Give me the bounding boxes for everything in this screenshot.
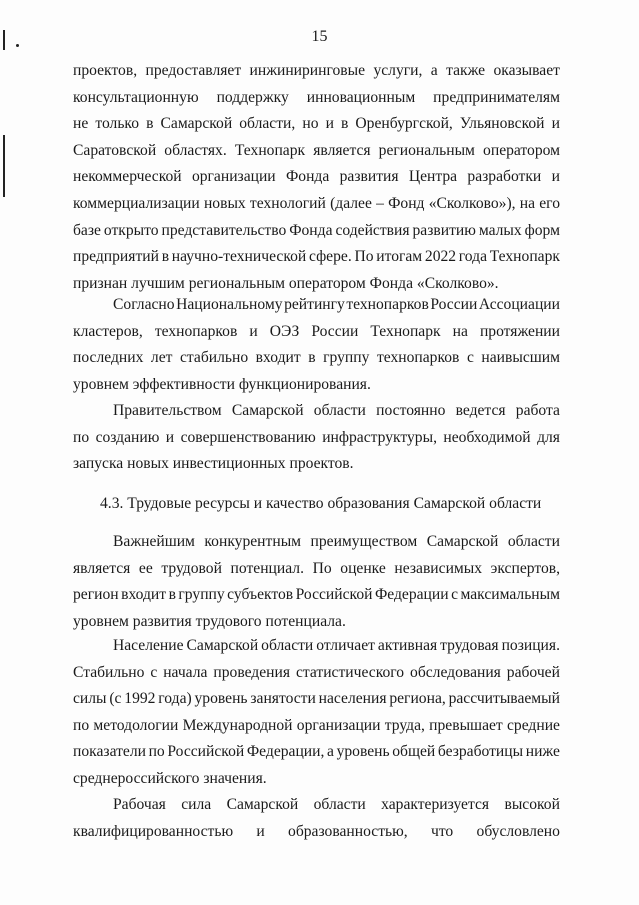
word: региональным [378, 141, 475, 159]
text-line [73, 111, 560, 138]
word: базе [73, 221, 101, 239]
word: Фонд [388, 194, 425, 212]
word: оказывает [493, 62, 560, 79]
word: по [148, 743, 165, 761]
word: регион [73, 586, 119, 604]
word: в [168, 586, 176, 604]
word: занятости [250, 690, 316, 708]
text-line-last: уровнем развития трудового потенциала. [73, 612, 346, 630]
word: содействия [335, 221, 410, 239]
word: (далее [330, 194, 372, 212]
word: в [146, 115, 154, 133]
word: Технопарк [234, 141, 306, 159]
word: «Сколково»), [428, 194, 516, 212]
word: области [313, 402, 366, 419]
text-line [73, 739, 560, 766]
word: Ассоциации [478, 296, 560, 313]
word: технопарков [376, 349, 460, 367]
word: а [327, 743, 334, 761]
word: 2022 [424, 248, 457, 266]
word: обусловлено [476, 822, 560, 840]
word: последних [73, 349, 144, 367]
word: Национальному [176, 296, 283, 313]
word: Федерации [374, 586, 449, 604]
word: рейтингу [284, 296, 345, 313]
word: Самарской [160, 115, 233, 133]
word: По [354, 248, 374, 266]
text-line-last: признан лучшим региональным оператором Фонда «Сколково». [73, 274, 499, 292]
word: области [507, 533, 560, 550]
word: России [430, 296, 478, 313]
text-line [73, 58, 560, 85]
word: инновационным [306, 88, 416, 106]
word: Самарской [186, 637, 259, 654]
text-line [73, 292, 560, 319]
word: организации [191, 168, 276, 186]
word: ведется [455, 402, 506, 419]
word: максимальным [460, 586, 560, 604]
text-line [73, 819, 560, 846]
text-line [73, 660, 560, 687]
word: экспертов, [490, 559, 560, 577]
word: уровень [336, 743, 390, 761]
word: не [73, 115, 89, 133]
word: представительство [161, 221, 287, 239]
word: наивысшим [481, 349, 560, 367]
word: технопарков [346, 296, 429, 313]
word: ниже [525, 743, 560, 761]
word: технологий [249, 194, 326, 212]
word: Российской [295, 586, 373, 604]
word: коммерциализации [73, 194, 200, 212]
word: Ульяновской [459, 115, 545, 133]
word: и [325, 115, 334, 133]
word: активная [377, 637, 438, 654]
word: безработицы [437, 743, 524, 761]
word: образованностью, [288, 822, 408, 840]
word: преимуществом [310, 533, 418, 550]
word: региона, [389, 690, 446, 708]
word: для [537, 428, 560, 446]
word: трудовой [161, 559, 222, 577]
word: инфраструктуры, [322, 428, 437, 446]
word: совершенствованию [180, 428, 316, 446]
text-line [73, 85, 560, 112]
word: по [73, 428, 90, 446]
word: Технопарк [370, 322, 441, 340]
word: на [519, 194, 536, 212]
word: группу [178, 586, 225, 604]
word: Технопарк [489, 248, 560, 266]
word: Самарской [226, 796, 299, 813]
word: проведения [213, 663, 291, 681]
word: Население [113, 637, 184, 654]
word: некоммерческой [73, 168, 182, 186]
word: проектов, [73, 62, 138, 79]
word: и [551, 168, 560, 186]
word: Фонда [289, 221, 333, 239]
word: сила [181, 796, 212, 813]
word: по [73, 716, 90, 734]
word: предпринимателям [433, 88, 560, 106]
word: входит [121, 586, 167, 604]
word: малых [478, 221, 522, 239]
text-line-last: запуска новых инвестиционных проектов. [73, 455, 354, 473]
word: постоянно [376, 402, 446, 419]
word: методологии [93, 716, 179, 734]
text-line [73, 633, 560, 660]
word: статистического [295, 663, 405, 681]
word: отличает [316, 637, 375, 654]
word: Самарской [231, 402, 304, 419]
word: общей [392, 743, 436, 761]
word: консультационную [73, 88, 199, 106]
word: также [446, 62, 486, 79]
word: но [302, 115, 319, 133]
text-line [73, 713, 560, 740]
word: труда, [384, 716, 425, 734]
word: что [430, 822, 454, 840]
word: квалифицированностью [73, 822, 234, 840]
word: Фонда [285, 168, 330, 186]
word: новых [203, 194, 246, 212]
word: услуги, [373, 62, 423, 79]
word: Правительством [113, 402, 222, 419]
text-line [73, 398, 560, 425]
word: с [451, 586, 458, 604]
word: открыто [103, 221, 159, 239]
word: и [165, 428, 175, 446]
word: По [312, 559, 332, 577]
word: Рабочая [113, 796, 166, 813]
word: конкурентным [204, 533, 302, 550]
word: стабильно [179, 349, 249, 367]
word: его [539, 194, 560, 212]
word: высокой [504, 796, 560, 813]
word: Саратовской [73, 141, 157, 159]
word: области [313, 796, 366, 813]
text-line [73, 529, 560, 556]
word: в [308, 349, 316, 367]
word: и [551, 115, 560, 133]
text-line [73, 319, 560, 346]
word: работа [515, 402, 560, 419]
word: превышает [429, 716, 503, 734]
word: средние [506, 716, 560, 734]
word: (с [109, 690, 122, 708]
word: организации [296, 716, 381, 734]
word: независимых [394, 559, 483, 577]
word: поддержку [216, 88, 289, 106]
word: рассчитываемый [448, 690, 560, 708]
word: в [340, 115, 349, 133]
word: ее [138, 559, 153, 577]
word: развития [339, 168, 399, 186]
word: развитию [412, 221, 476, 239]
word: Российской [167, 743, 245, 761]
word: областях. [164, 141, 227, 159]
section-heading: 4.3. Трудовые ресурсы и качество образования Самарской области [100, 495, 542, 512]
page-number: 15 [311, 28, 328, 45]
word: года [458, 248, 488, 266]
word: предприятий [73, 248, 159, 266]
word: Согласно [113, 296, 175, 313]
word: силы [73, 690, 107, 708]
word: лет [150, 349, 173, 367]
word: необходимой [443, 428, 531, 446]
text-line [73, 164, 560, 191]
word: года) [158, 690, 192, 708]
word: Самарской [426, 533, 499, 550]
word: инжиниринговые [249, 62, 366, 79]
word: Стабильно [73, 663, 145, 681]
word: кластеров, [73, 322, 143, 340]
word: Федерации, [246, 743, 325, 761]
word: оператором [483, 141, 560, 159]
word: Оренбургской, [355, 115, 453, 133]
word: уровень [194, 690, 248, 708]
word: оценке [340, 559, 386, 577]
word: трудовая [440, 637, 499, 654]
word: является [313, 141, 371, 159]
word: ОЭЗ [269, 322, 300, 340]
word: итогам [376, 248, 423, 266]
word: области [261, 637, 314, 654]
text-line [73, 686, 560, 713]
word: с [466, 349, 474, 367]
word: в [161, 248, 170, 266]
scan-mark [3, 135, 5, 197]
word: области, [239, 115, 296, 133]
word: обследования [410, 663, 501, 681]
word: позиция. [501, 637, 560, 654]
word: характеризуется [381, 796, 490, 813]
paragraph-4 [73, 529, 560, 635]
word: входит [255, 349, 301, 367]
paragraph-1 [73, 58, 560, 297]
word: потенциал. [230, 559, 304, 577]
word: разработки [467, 168, 542, 186]
word: сфере. [308, 248, 352, 266]
word: России [311, 322, 359, 340]
paragraph-3 [73, 398, 560, 478]
paragraph-2 [73, 292, 560, 398]
word: научно-технической [171, 248, 307, 266]
word: Центра [408, 168, 458, 186]
word: и [249, 322, 258, 340]
word: на [452, 322, 468, 340]
text-line [73, 792, 560, 819]
text-line [73, 191, 560, 218]
text-line [73, 218, 560, 245]
word: форм [524, 221, 560, 239]
word: технопарков [154, 322, 238, 340]
word: предоставляет [145, 62, 242, 79]
text-line [73, 244, 560, 271]
word: только [95, 115, 140, 133]
word: населения [318, 690, 387, 708]
word: является [73, 559, 131, 577]
word: – [376, 194, 384, 212]
word: Международной [182, 716, 293, 734]
paragraph-6 [73, 792, 560, 845]
text-line-last: среднероссийского значения. [73, 769, 267, 787]
word: начала [163, 663, 208, 681]
word: а [430, 62, 438, 79]
text-line [73, 425, 560, 452]
word: 1992 [124, 690, 156, 708]
word: с [150, 663, 158, 681]
paragraph-5 [73, 633, 560, 793]
word: группу [323, 349, 370, 367]
text-line [73, 345, 560, 372]
text-line-last: уровнем эффективности функционирования. [73, 375, 371, 393]
word: рабочей [506, 663, 560, 681]
word: протяжении [479, 322, 560, 340]
word: Важнейшим [113, 533, 195, 550]
word: показатели [73, 743, 146, 761]
word: созданию [95, 428, 160, 446]
text-line [73, 138, 560, 165]
text-line [73, 556, 560, 583]
word: субъектов [227, 586, 294, 604]
text-line [73, 582, 560, 609]
word: и [256, 822, 265, 840]
